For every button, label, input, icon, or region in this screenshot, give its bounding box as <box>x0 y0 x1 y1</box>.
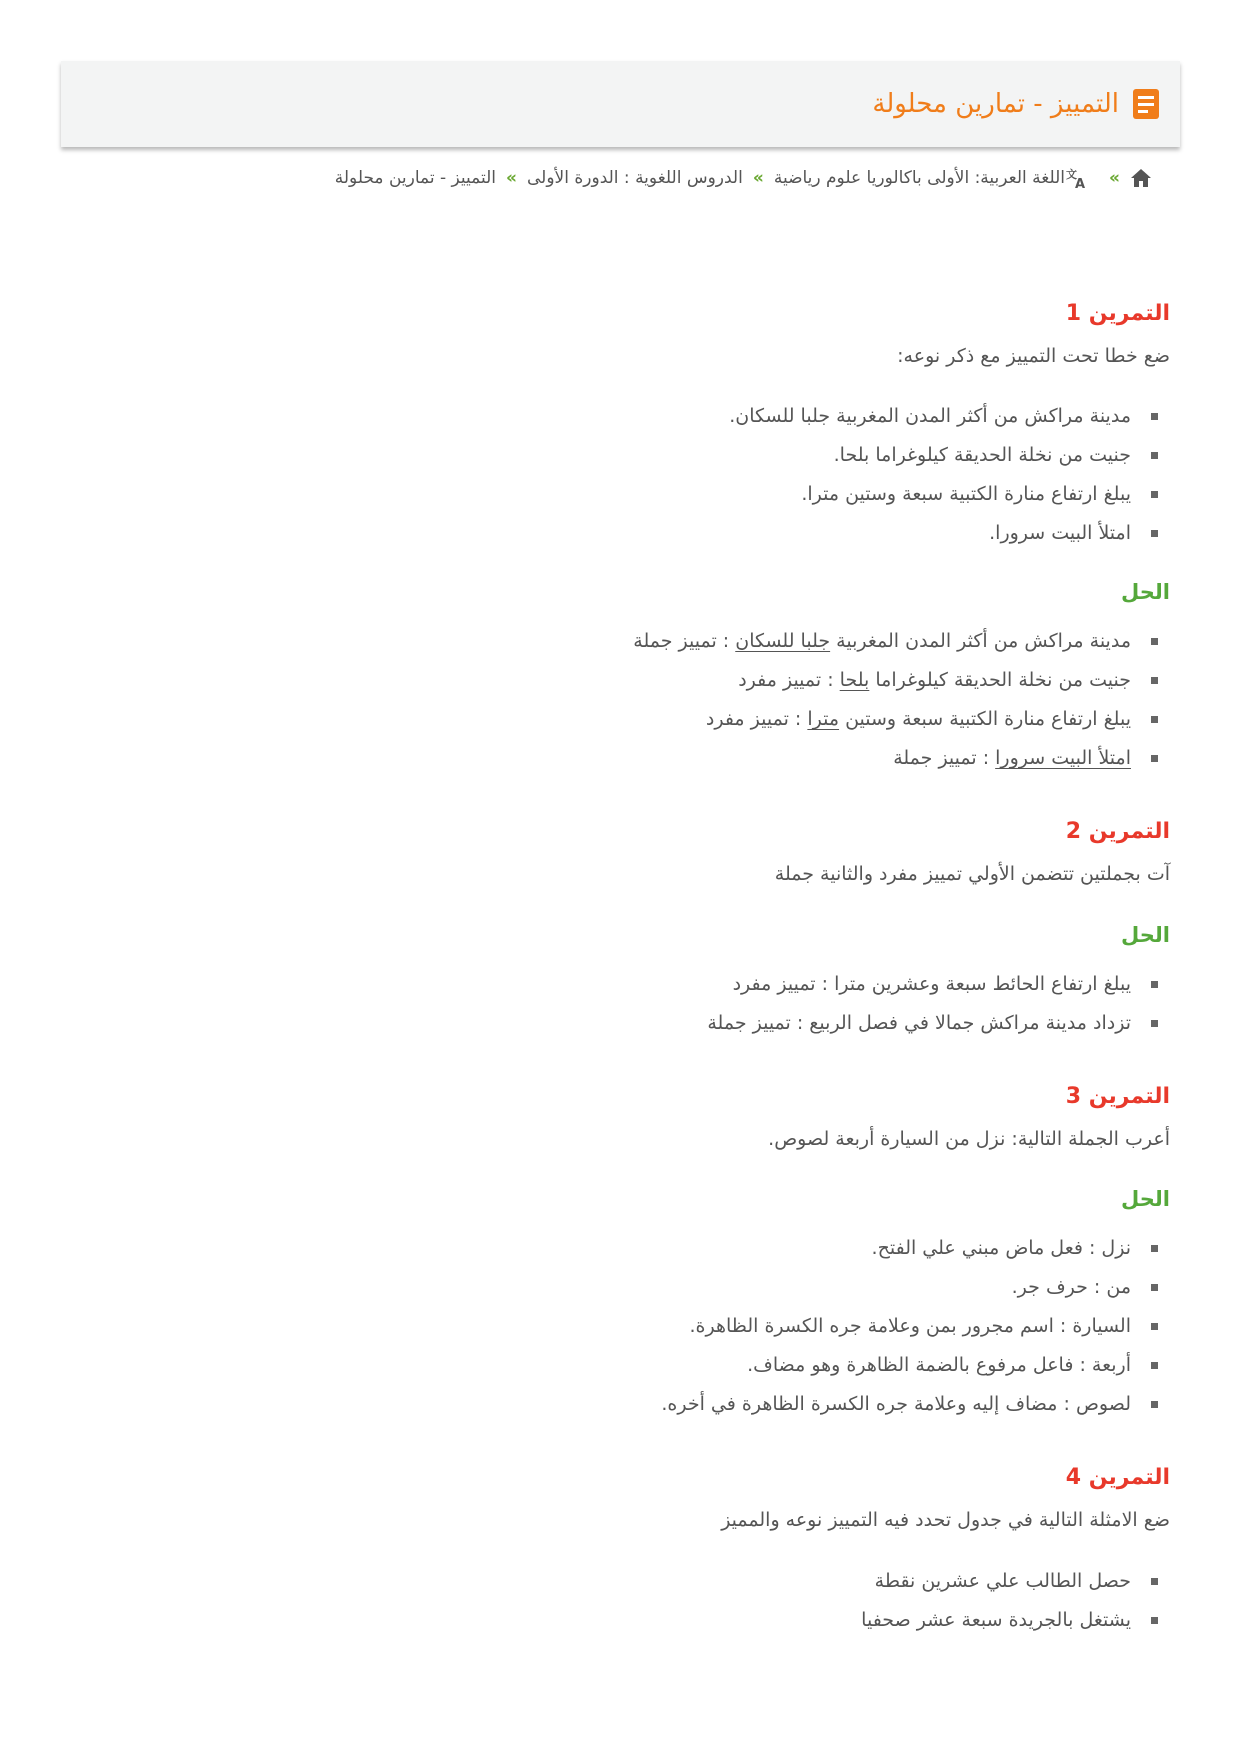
exercise-2 <box>130 818 1170 1042</box>
list-item <box>130 1307 1170 1346</box>
list-item <box>130 1385 1170 1424</box>
underlined-answer: امتلأ البيت سرورا <box>995 747 1131 770</box>
page-header-card <box>61 61 1180 147</box>
solution-items <box>130 622 1170 778</box>
bullet-icon <box>1151 491 1158 498</box>
solution-title: الحل <box>1121 1187 1170 1212</box>
list-item-text: يبلغ ارتفاع الحائط سبعة وعشرين مترا : تمييز مفرد <box>732 972 1131 995</box>
list-item <box>130 1229 1170 1268</box>
list-item <box>130 475 1170 514</box>
bullet-icon <box>1151 981 1158 988</box>
exercise-title: التمرين 3 <box>1065 1083 1170 1109</box>
list-item-text: مدينة مراكش من أكثر المدن المغربية جلبا للسكان. <box>729 405 1131 428</box>
list-item-text: امتلأ البيت سرورا : تمييز جملة <box>893 747 1131 770</box>
breadcrumb-separator: » <box>506 168 517 188</box>
bullet-icon <box>1151 677 1158 684</box>
underlined-answer: مترا <box>807 708 840 731</box>
list-item-text: امتلأ البيت سرورا. <box>989 522 1131 545</box>
page-title: التمييز - تمارين محلولة <box>872 89 1119 119</box>
breadcrumb <box>334 167 1152 192</box>
list-item <box>130 965 1170 1004</box>
list-item <box>130 1562 1170 1601</box>
list-item-text: يبلغ ارتفاع منارة الكتبية سبعة وستين مترا. <box>801 483 1131 506</box>
svg-text:文: 文 <box>1066 168 1078 181</box>
solution-title: الحل <box>1121 580 1170 605</box>
list-item <box>130 1601 1170 1640</box>
bullet-icon <box>1151 1617 1158 1624</box>
list-item-text: جنيت من نخلة الحديقة كيلوغراما بلحا : تمييز مفرد <box>738 669 1131 692</box>
exercise-items <box>130 397 1170 553</box>
list-item-text: حصل الطالب علي عشرين نقطة <box>874 1569 1131 1592</box>
list-item <box>130 514 1170 553</box>
bullet-icon <box>1151 1323 1158 1330</box>
exercise-4 <box>130 1464 1170 1639</box>
breadcrumb-item-subject[interactable]: اللغة العربية: الأولى باكالوريا علوم رياضية <box>773 168 1066 188</box>
list-item <box>130 1346 1170 1385</box>
bullet-icon <box>1151 1401 1158 1408</box>
list-item <box>130 1004 1170 1043</box>
bullet-icon <box>1151 1245 1158 1252</box>
bullet-icon <box>1151 1362 1158 1369</box>
exercise-prompt: أعرب الجملة التالية: نزل من السيارة أربعة لصوص. <box>768 1127 1170 1150</box>
exercise-3 <box>130 1083 1170 1424</box>
bullet-icon <box>1151 413 1158 420</box>
list-item <box>130 661 1170 700</box>
list-item <box>130 436 1170 475</box>
list-item-text: لصوص : مضاف إليه وعلامة جره الكسرة الظاهرة في أخره. <box>661 1393 1131 1416</box>
exercise-prompt: ضع الامثلة التالية في جدول تحدد فيه التمييز نوعه والمميز <box>721 1509 1170 1532</box>
exercise-prompt: ضع خطا تحت التمييز مع ذكر نوعه: <box>897 344 1170 367</box>
exercise-title: التمرين 1 <box>1065 301 1170 326</box>
exercise-title: التمرين 4 <box>1065 1465 1170 1491</box>
main-content <box>130 300 1170 1640</box>
breadcrumb-separator: » <box>1109 168 1120 188</box>
bullet-icon <box>1151 1578 1158 1585</box>
list-item-text: السيارة : اسم مجرور بمن وعلامة جره الكسرة الظاهرة. <box>689 1315 1131 1338</box>
list-item <box>130 1268 1170 1307</box>
list-item <box>130 739 1170 778</box>
list-item-text: أربعة : فاعل مرفوع بالضمة الظاهرة وهو مضاف. <box>747 1354 1131 1377</box>
solution-items <box>130 1229 1170 1424</box>
bullet-icon <box>1151 1020 1158 1027</box>
list-item <box>130 700 1170 739</box>
home-icon[interactable] <box>1130 168 1152 188</box>
solution-items <box>130 965 1170 1043</box>
bullet-icon <box>1151 1284 1158 1291</box>
document-icon <box>1133 89 1159 119</box>
list-item-text: يشتغل بالجريدة سبعة عشر صحفيا <box>861 1608 1131 1631</box>
bullet-icon <box>1151 755 1158 762</box>
list-item-text: من : حرف جر. <box>1011 1276 1131 1299</box>
breadcrumb-separator: » <box>752 168 764 188</box>
underlined-answer: جلبا للسكان <box>735 630 831 653</box>
bullet-icon <box>1151 638 1158 645</box>
list-item <box>130 397 1170 436</box>
breadcrumb-item-current: التمييز - تمارين محلولة <box>334 168 497 188</box>
translate-icon <box>1066 167 1099 192</box>
exercise-1 <box>130 300 1170 778</box>
exercise-prompt: آت بجملتين تتضمن الأولي تمييز مفرد والثانية جملة <box>774 863 1170 886</box>
bullet-icon <box>1151 452 1158 459</box>
list-item-text: يبلغ ارتفاع منارة الكتبية سبعة وستين مترا : تمييز مفرد <box>705 708 1131 731</box>
list-item-text: مدينة مراكش من أكثر المدن المغربية جلبا للسكان : تمييز جملة <box>633 630 1131 653</box>
list-item-text: جنيت من نخلة الحديقة كيلوغراما بلحا. <box>833 444 1131 467</box>
solution-title: الحل <box>1121 922 1170 947</box>
list-item <box>130 622 1170 661</box>
bullet-icon <box>1151 716 1158 723</box>
exercise-title: التمرين 2 <box>1065 819 1170 845</box>
list-item-text: تزداد مدينة مراكش جمالا في فصل الربيع : تمييز جملة <box>707 1011 1131 1034</box>
svg-text:A: A <box>1074 177 1086 192</box>
underlined-answer: بلحا <box>839 669 870 692</box>
breadcrumb-item-lessons[interactable]: الدروس اللغوية : الدورة الأولى <box>527 168 743 188</box>
list-item-text: نزل : فعل ماض مبني علي الفتح. <box>871 1237 1131 1260</box>
exercise-items <box>130 1562 1170 1640</box>
bullet-icon <box>1151 530 1158 537</box>
